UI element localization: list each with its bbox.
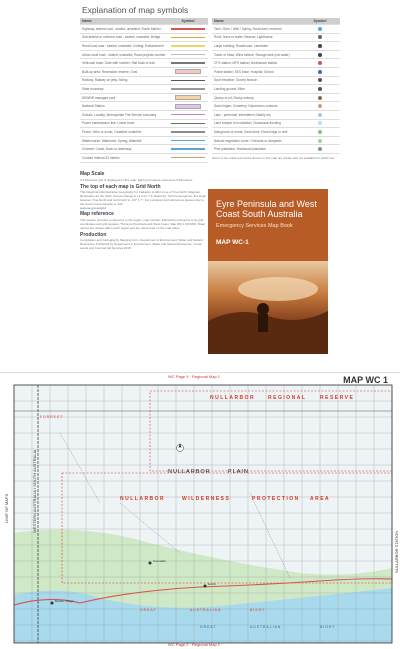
- legend-symbol-icon: [300, 111, 340, 119]
- production-text: Compilation and Cartography Mapping Unit - Department of Environment, Water and Natural Resources. Published by Department of Environment, Water and Natural Resources, Crown Lands and Commercial Services 2015.: [80, 238, 203, 250]
- legend-row: [80, 42, 208, 51]
- ocean-label-2: AUSTRALIAN: [250, 625, 282, 629]
- legend-symbol-icon: [168, 42, 208, 50]
- right-edge-label: NULLARBOR STATION: [394, 530, 399, 573]
- legend-item-name: Watercourse; Waterhole; Spring; Waterfall: [82, 138, 142, 143]
- legend-item-name: Large building; Roadhouse; Landmark: [214, 43, 269, 48]
- legend-item-name: CFS station; MFS station; Ambulance station: [214, 61, 278, 66]
- legend-symbol-icon: [300, 25, 340, 33]
- nullarbor-label: NULLARBOR: [168, 469, 211, 475]
- cover-footer: [208, 354, 328, 369]
- reserve-label-2: REGIONAL: [268, 395, 307, 401]
- legend-item-name: Natural vegetation cover; Orchards or vineyards: [214, 138, 282, 143]
- legend-symbol-icon: [300, 120, 340, 128]
- legend-row: [80, 94, 208, 103]
- legend-symbol-icon: [300, 77, 340, 85]
- legend-item-name: Pine plantation; Hardwood plantation: [214, 147, 267, 152]
- plain-label: PLAIN: [228, 469, 249, 475]
- legend-symbol-icon: [168, 154, 208, 162]
- legend-item-name: National Station: [82, 104, 105, 109]
- legend-symbol-icon: [168, 102, 208, 110]
- info-text-block: [80, 170, 208, 251]
- legend-row: [80, 85, 208, 94]
- legend-row: [212, 137, 340, 146]
- ocean-label-3: BIGHT: [320, 625, 336, 629]
- legend-item-name: Quarry or pit; Rocky outcrop: [214, 95, 254, 100]
- legend-row: [80, 59, 208, 68]
- legend-row: [80, 102, 208, 111]
- legend-row: [80, 111, 208, 120]
- legend-header-row: [80, 18, 208, 25]
- legend-row: [212, 128, 340, 137]
- legend-symbol-icon: [168, 94, 208, 102]
- legend-row: [80, 77, 208, 86]
- reserve-label-3: RESERVE: [320, 395, 355, 401]
- legend-row: [80, 51, 208, 60]
- forrest-label: FORREST: [40, 415, 64, 419]
- state-border-label: WESTERN AUSTRALIA / SOUTH AUSTRALIA: [32, 449, 37, 533]
- legend-note: Some of the roads and tracks shown on this map are private and not available for public use: [212, 155, 335, 160]
- legend-row: [212, 77, 340, 86]
- legend-item-name: Sand ridges; Cemetery; Depression contours: [214, 104, 278, 109]
- legend-row: [212, 145, 340, 154]
- town-marker-icon: [149, 562, 152, 565]
- cover-photo-art: [208, 261, 328, 354]
- legend-symbol-icon: [300, 94, 340, 102]
- scale-text: A 5 kilometre grid is displayed on this map. Each grid square represents 5 kilometres: [80, 177, 193, 182]
- regional-map-sheet: [0, 372, 400, 649]
- production-heading: Production: [80, 231, 107, 238]
- map-reference-heading: Map reference: [80, 211, 114, 218]
- legend-row: [212, 85, 340, 94]
- scale-heading: Map Scale: [80, 171, 105, 177]
- town-label-border-village: Border Village: [55, 599, 74, 603]
- legend-item-name: Land subject to inundation; Occasional flooding: [214, 121, 281, 126]
- legend-row: [80, 34, 208, 43]
- legend-symbol-icon: [168, 77, 208, 85]
- legend-row: [80, 68, 208, 77]
- legend-symbol-icon: [168, 85, 208, 93]
- legend-item-name: Contour interval 20 metres: [82, 155, 120, 160]
- grid-heading: The top of each map is Grid North: [80, 183, 161, 190]
- legend-item-name: State boundary: [82, 86, 104, 91]
- legend-symbol-icon: [300, 68, 340, 76]
- bight-label-1: GREAT: [140, 608, 157, 612]
- legend-item-name: Spot elevation; Survey beacon: [214, 78, 258, 83]
- bight-label-3: BIGHT: [250, 608, 266, 612]
- reserve-label-1: NULLARBOR: [210, 395, 256, 401]
- legend-table-right: [212, 18, 340, 160]
- legend-col-name: Name: [214, 19, 224, 23]
- legend-item-name: Tank / Bore / Well / Spring; Small dam; reservoir: [214, 26, 282, 31]
- legend-title: Explanation of map symbols: [82, 5, 189, 15]
- town-label-eucla: Eucla: [208, 582, 216, 586]
- legend-item-name: Police station; SES base; Hospital; School: [214, 69, 274, 74]
- legend-row: [212, 102, 340, 111]
- legend-table-left: [80, 18, 208, 163]
- legend-row: [80, 154, 208, 163]
- legend-symbol-icon: [300, 59, 340, 67]
- legend-item-name: Lake - perennial; Intermittent; Mainly dry: [214, 112, 271, 117]
- town-marker-icon: [204, 585, 207, 588]
- legend-row: [212, 34, 340, 43]
- legend-item-name: Mangroves or reeds; Sand dune; Rock ledge or reef: [214, 129, 288, 134]
- map-code: MAP WC 1: [343, 375, 388, 385]
- cover-title: Eyre Peninsula and West Coast South Australia: [216, 199, 317, 219]
- legend-symbol-icon: [300, 102, 340, 110]
- legend-symbol-icon: [168, 120, 208, 128]
- legend-symbol-icon: [300, 34, 340, 42]
- legend-row: [212, 42, 340, 51]
- map-reference-text: This section provides a reference to the region, map number, followed by reference to its grid coordinates and grid squares. The Eyre Peninsula and West Coast, Map WC 1 NNNNN. Road names are unique within each region and are referenced on the road index.: [80, 218, 205, 230]
- legend-col-name: Name: [82, 19, 92, 23]
- legend-row: [212, 51, 340, 60]
- legend-item-name: Channel; Canal; Drain or waterway: [82, 147, 132, 152]
- legend-row: [80, 145, 208, 154]
- adjoining-map-top[interactable]: WC Page 9 · Regional Map 1: [168, 374, 221, 379]
- legend-symbol-icon: [168, 145, 208, 153]
- legend-symbol-icon: [300, 85, 340, 93]
- legend-row: [80, 137, 208, 146]
- ocean-label-1: GREAT: [200, 625, 217, 629]
- town-label-koonalda: Koonalda: [153, 559, 166, 563]
- legend-item-name: Urban local road - sealed; unsealed; Road projects number: [82, 52, 166, 57]
- legend-row: [80, 25, 208, 34]
- cover-map-code: MAP WC-1: [216, 239, 249, 246]
- legend-symbol-icon: [300, 128, 340, 136]
- legend-symbol-icon: [300, 51, 340, 59]
- town-marker-icon: [51, 602, 54, 605]
- wilderness-label-1: NULLARBOR: [120, 496, 166, 502]
- legend-item-name: Sub-arterial or collector road - sealed; unsealed; Bridge: [82, 35, 161, 40]
- legend-symbol-icon: [300, 137, 340, 145]
- grid-text: This Regional Administrative Geography for Cadastre is GDA zone of True North. Magnetic Declination for the GDA. Annual change is +1.0 (or 7.5" Easterly). Grid Convergence, the angle between True North and Grid North is -0.5° 1.7°. For complete Grid references please refer to the Government Gazette or visit:: [80, 190, 207, 206]
- legend-item-name: Fence; Veho or scrub; Coastline underline: [82, 129, 142, 134]
- wilderness-label-4: AREA: [310, 496, 331, 502]
- legend-item-name: Highway, arterial road - sealed; unsealed; Route Marker: [82, 26, 161, 31]
- legend-symbol-icon: [168, 34, 208, 42]
- legend-item-name: Power transmission line; Linear trunk: [82, 121, 135, 126]
- legend-row: [212, 120, 340, 129]
- legend-symbol-icon: [168, 51, 208, 59]
- legend-item-name: Rural local road - sealed; unsealed; Cutting; Embankment: [82, 43, 164, 48]
- legend-row: [212, 25, 340, 34]
- grid-url: www.sa.gov.au/grid: [80, 205, 106, 210]
- legend-col-symbol: Symbol: [313, 19, 327, 23]
- legend-item-name: Built-up area; Recreation reserve; Oval: [82, 69, 138, 74]
- legend-row: [212, 111, 340, 120]
- legend-row: [80, 120, 208, 129]
- legend-item-name: DEWNR managed park: [82, 95, 116, 100]
- legend-item-name: Vehicular track; Gate with number; Rail track or trail: [82, 61, 155, 66]
- legend-symbol-icon: [168, 111, 208, 119]
- legend-item-name: Rock; Navs or water; Beacon; Lighthouse: [214, 35, 273, 40]
- legend-row: [212, 59, 340, 68]
- legend-item-name: Railway, Railway on jetty, Siding: [82, 78, 128, 83]
- legend-symbol-icon: [300, 145, 340, 153]
- legend-header-row: [212, 18, 340, 25]
- legend-symbol-icon: [300, 42, 340, 50]
- legend-item-name: Suburb; Locality; Metropolitan Fire Service boundary: [82, 112, 157, 117]
- legend-row: [212, 68, 340, 77]
- legend-col-symbol: Symbol: [181, 19, 195, 23]
- legend-symbol-icon: [168, 59, 208, 67]
- cover-photo: [208, 261, 328, 354]
- legend-symbol-icon: [168, 137, 208, 145]
- legend-symbol-icon: [168, 128, 208, 136]
- legend-row: [80, 128, 208, 137]
- wilderness-label-3: PROTECTION: [252, 496, 300, 502]
- legend-row: [212, 94, 340, 103]
- legend-item-name: Tower or Mast; Wind turbine; Storage tank (not water): [214, 52, 290, 57]
- legend-symbol-icon: [168, 25, 208, 33]
- map-book-cover: [208, 189, 328, 369]
- left-edge-label: LIMIT OF MAPS: [4, 493, 9, 523]
- adjoining-map-bottom[interactable]: WC Page 2 · Regional Map 1: [168, 642, 221, 647]
- cover-subtitle: Emergency Services Map Book: [216, 223, 293, 229]
- bight-label-2: AUSTRALIAN: [190, 608, 222, 612]
- legend-symbol-icon: [168, 68, 208, 76]
- wilderness-label-2: WILDERNESS: [182, 496, 231, 502]
- legend-item-name: Landing ground; Mine: [214, 86, 245, 91]
